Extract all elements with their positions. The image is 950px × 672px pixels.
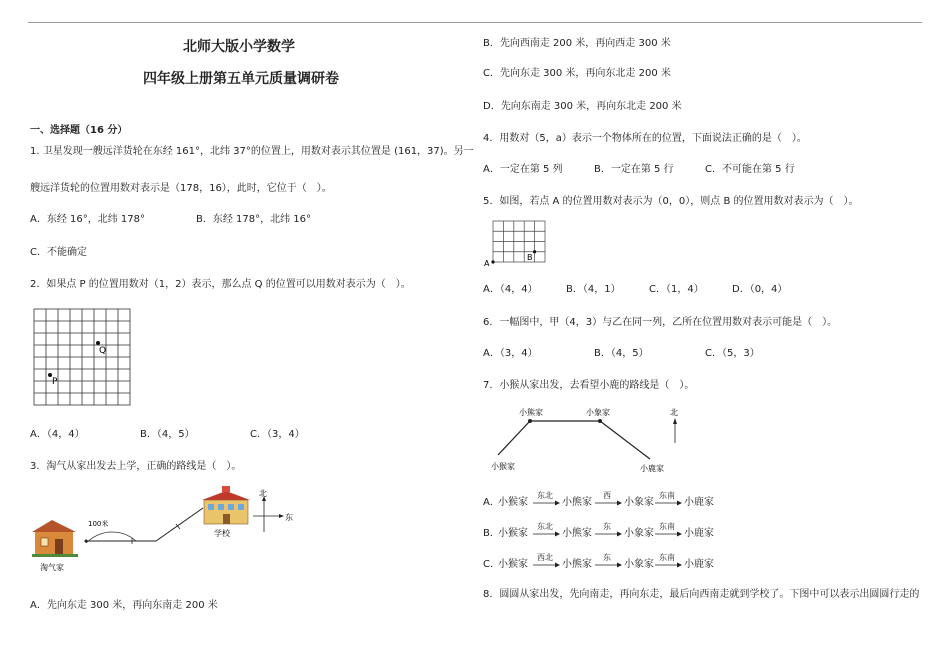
q7-opt-dir3: 东南 (659, 553, 675, 562)
q5-option-b: B．（4，1） (566, 284, 621, 295)
q5-label-b: B (527, 253, 533, 262)
q3-east-label: 东 (285, 513, 293, 522)
q7-deer-label: 小鹿家 (640, 464, 664, 473)
q7-north-label: 北 (670, 408, 678, 417)
q7-opt-deer: 小鹿家 (684, 528, 714, 539)
q7-bear-label: 小熊家 (519, 408, 543, 417)
q7-opt-dir1: 东北 (537, 491, 553, 500)
q1-option-b: B．东经 178°，北纬 16° (196, 214, 312, 225)
q7-stem: 7．小猴从家出发，去看望小鹿的路线是（ ）。 (483, 380, 695, 391)
q7-route-path (498, 421, 650, 459)
q5-option-c: C．（1，4） (649, 284, 704, 295)
q3-option-c: C．先向东走 300 米，再向东北走 200 米 (483, 68, 671, 79)
house-icon (32, 520, 78, 557)
q6-option-b: B．（4，5） (594, 348, 649, 359)
q1-option-c: C．不能确定 (30, 247, 87, 258)
q7-opt-bear: 小熊家 (562, 497, 592, 508)
q7-opt-bear: 小熊家 (562, 559, 592, 570)
q2-option-c: C．（3，4） (250, 429, 305, 440)
right-arrow-icon (533, 531, 561, 537)
q7-opt-deer: 小鹿家 (684, 497, 714, 508)
q8-stem: 8．圆圆从家出发，先向南走，再向东走，最后向西南走就到学校了。下图中可以表示出圆圆行走的 (483, 589, 920, 600)
q1-option-a: A．东经 16°，北纬 178° (30, 214, 146, 225)
q5-grid-lines (493, 221, 545, 262)
right-arrow-icon (655, 531, 683, 537)
school-icon (202, 486, 250, 524)
right-arrow-icon (595, 500, 623, 506)
q7-elephant-label: 小象家 (586, 408, 610, 417)
doc-title: 北师大版小学数学 (183, 39, 295, 55)
q6-option-a: A．（3，4） (483, 348, 538, 359)
q3-option-d: D．先向东南走 300 米，再向东北走 200 米 (483, 101, 682, 112)
q6-stem: 6．一幅图中，甲（4，3）与乙在同一列，乙所在位置用数对表示可能是（ ）。 (483, 317, 838, 328)
north-arrow-icon (673, 418, 677, 424)
q7-opt-elephant: 小象家 (624, 559, 654, 570)
q5-grid-figure (482, 218, 550, 268)
q2-option-b: B．（4，5） (140, 429, 195, 440)
q7-opt-letter: A． (483, 497, 500, 508)
q5-option-a: A．（4，4） (483, 284, 538, 295)
q7-opt-dir2: 西 (603, 491, 611, 500)
q5-point-a (491, 260, 494, 263)
q7-opt-deer: 小鹿家 (684, 559, 714, 570)
east-arrow-icon (279, 514, 284, 518)
header-rule (28, 22, 922, 23)
q7-monkey-label: 小猴家 (491, 462, 515, 471)
doc-subtitle: 四年级上册第五单元质量调研卷 (143, 71, 339, 87)
q5-point-b (533, 250, 536, 253)
q4-stem: 4．用数对（5，a）表示一个物体所在的位置，下面说法正确的是（ ）。 (483, 133, 807, 144)
q2-option-a: A．（4，4） (30, 429, 85, 440)
right-arrow-icon (655, 500, 683, 506)
q3-home-label: 淘气家 (40, 563, 64, 572)
q3-route-figure (28, 486, 300, 578)
q7-option-a (483, 492, 743, 512)
q2-label-q: Q (99, 346, 107, 356)
q3-option-a: A．先向东走 300 米，再向东南走 200 米 (30, 600, 218, 611)
q4-option-c: C．不可能在第 5 行 (705, 164, 795, 175)
q2-stem: 2．如果点 P 的位置用数对（1，2）表示，那么点 Q 的位置可以用数对表示为（ ）。 (30, 279, 411, 290)
q7-opt-monkey: 小猴家 (498, 559, 528, 570)
q5-stem: 5．如图，若点 A 的位置用数对表示为（0，0），则点 B 的位置用数对表示为（ ）。 (483, 196, 859, 207)
q7-opt-dir2: 东 (603, 553, 611, 562)
q3-option-b: B．先向西南走 200 米，再向西走 300 米 (483, 38, 671, 49)
q7-opt-monkey: 小猴家 (498, 528, 528, 539)
q7-opt-monkey: 小猴家 (498, 497, 528, 508)
q3-school-label: 学校 (214, 529, 230, 538)
q4-option-a: A．一定在第 5 列 (483, 164, 563, 175)
q7-opt-letter: B． (483, 528, 500, 539)
q7-opt-dir1: 东北 (537, 522, 553, 531)
q7-opt-elephant: 小象家 (624, 528, 654, 539)
right-arrow-icon (595, 562, 623, 568)
right-arrow-icon (533, 500, 561, 506)
q7-opt-elephant: 小象家 (624, 497, 654, 508)
section-heading: 一、选择题（16 分） (30, 125, 128, 136)
right-arrow-icon (595, 531, 623, 537)
q7-opt-bear: 小熊家 (562, 528, 592, 539)
q7-route-figure (486, 403, 696, 477)
q2-label-p: P (52, 377, 58, 387)
q2-grid-lines (34, 309, 130, 405)
q2-point-q (96, 341, 100, 345)
q5-label-a: A (484, 259, 490, 268)
q3-scale-label: 100米 (88, 520, 109, 528)
q7-option-b (483, 523, 743, 543)
q3-north-label: 北 (259, 489, 267, 498)
q4-option-b: B．一定在第 5 行 (594, 164, 674, 175)
q6-option-c: C．（5，3） (705, 348, 760, 359)
right-arrow-icon (533, 562, 561, 568)
right-arrow-icon (655, 562, 683, 568)
q7-opt-letter: C． (483, 559, 500, 570)
q7-opt-dir1: 西北 (537, 553, 553, 562)
q3-stem: 3．淘气从家出发去上学，正确的路线是（ ）。 (30, 461, 242, 472)
q1-stem-line2: 艘远洋货轮的位置用数对表示是（178，16），此时，它位于（ ）。 (30, 183, 332, 194)
q7-opt-dir3: 东南 (659, 491, 675, 500)
q7-opt-dir2: 东 (603, 522, 611, 531)
q2-grid-figure (33, 308, 133, 412)
q7-option-c (483, 554, 743, 574)
q5-option-d: D．（0，4） (732, 284, 788, 295)
q7-opt-dir3: 东南 (659, 522, 675, 531)
q1-stem-line1: 1. 卫星发现一艘远洋货轮在东经 161°，北纬 37°的位置上，用数对表示其位置是 (161，37)。另一 (30, 146, 474, 157)
